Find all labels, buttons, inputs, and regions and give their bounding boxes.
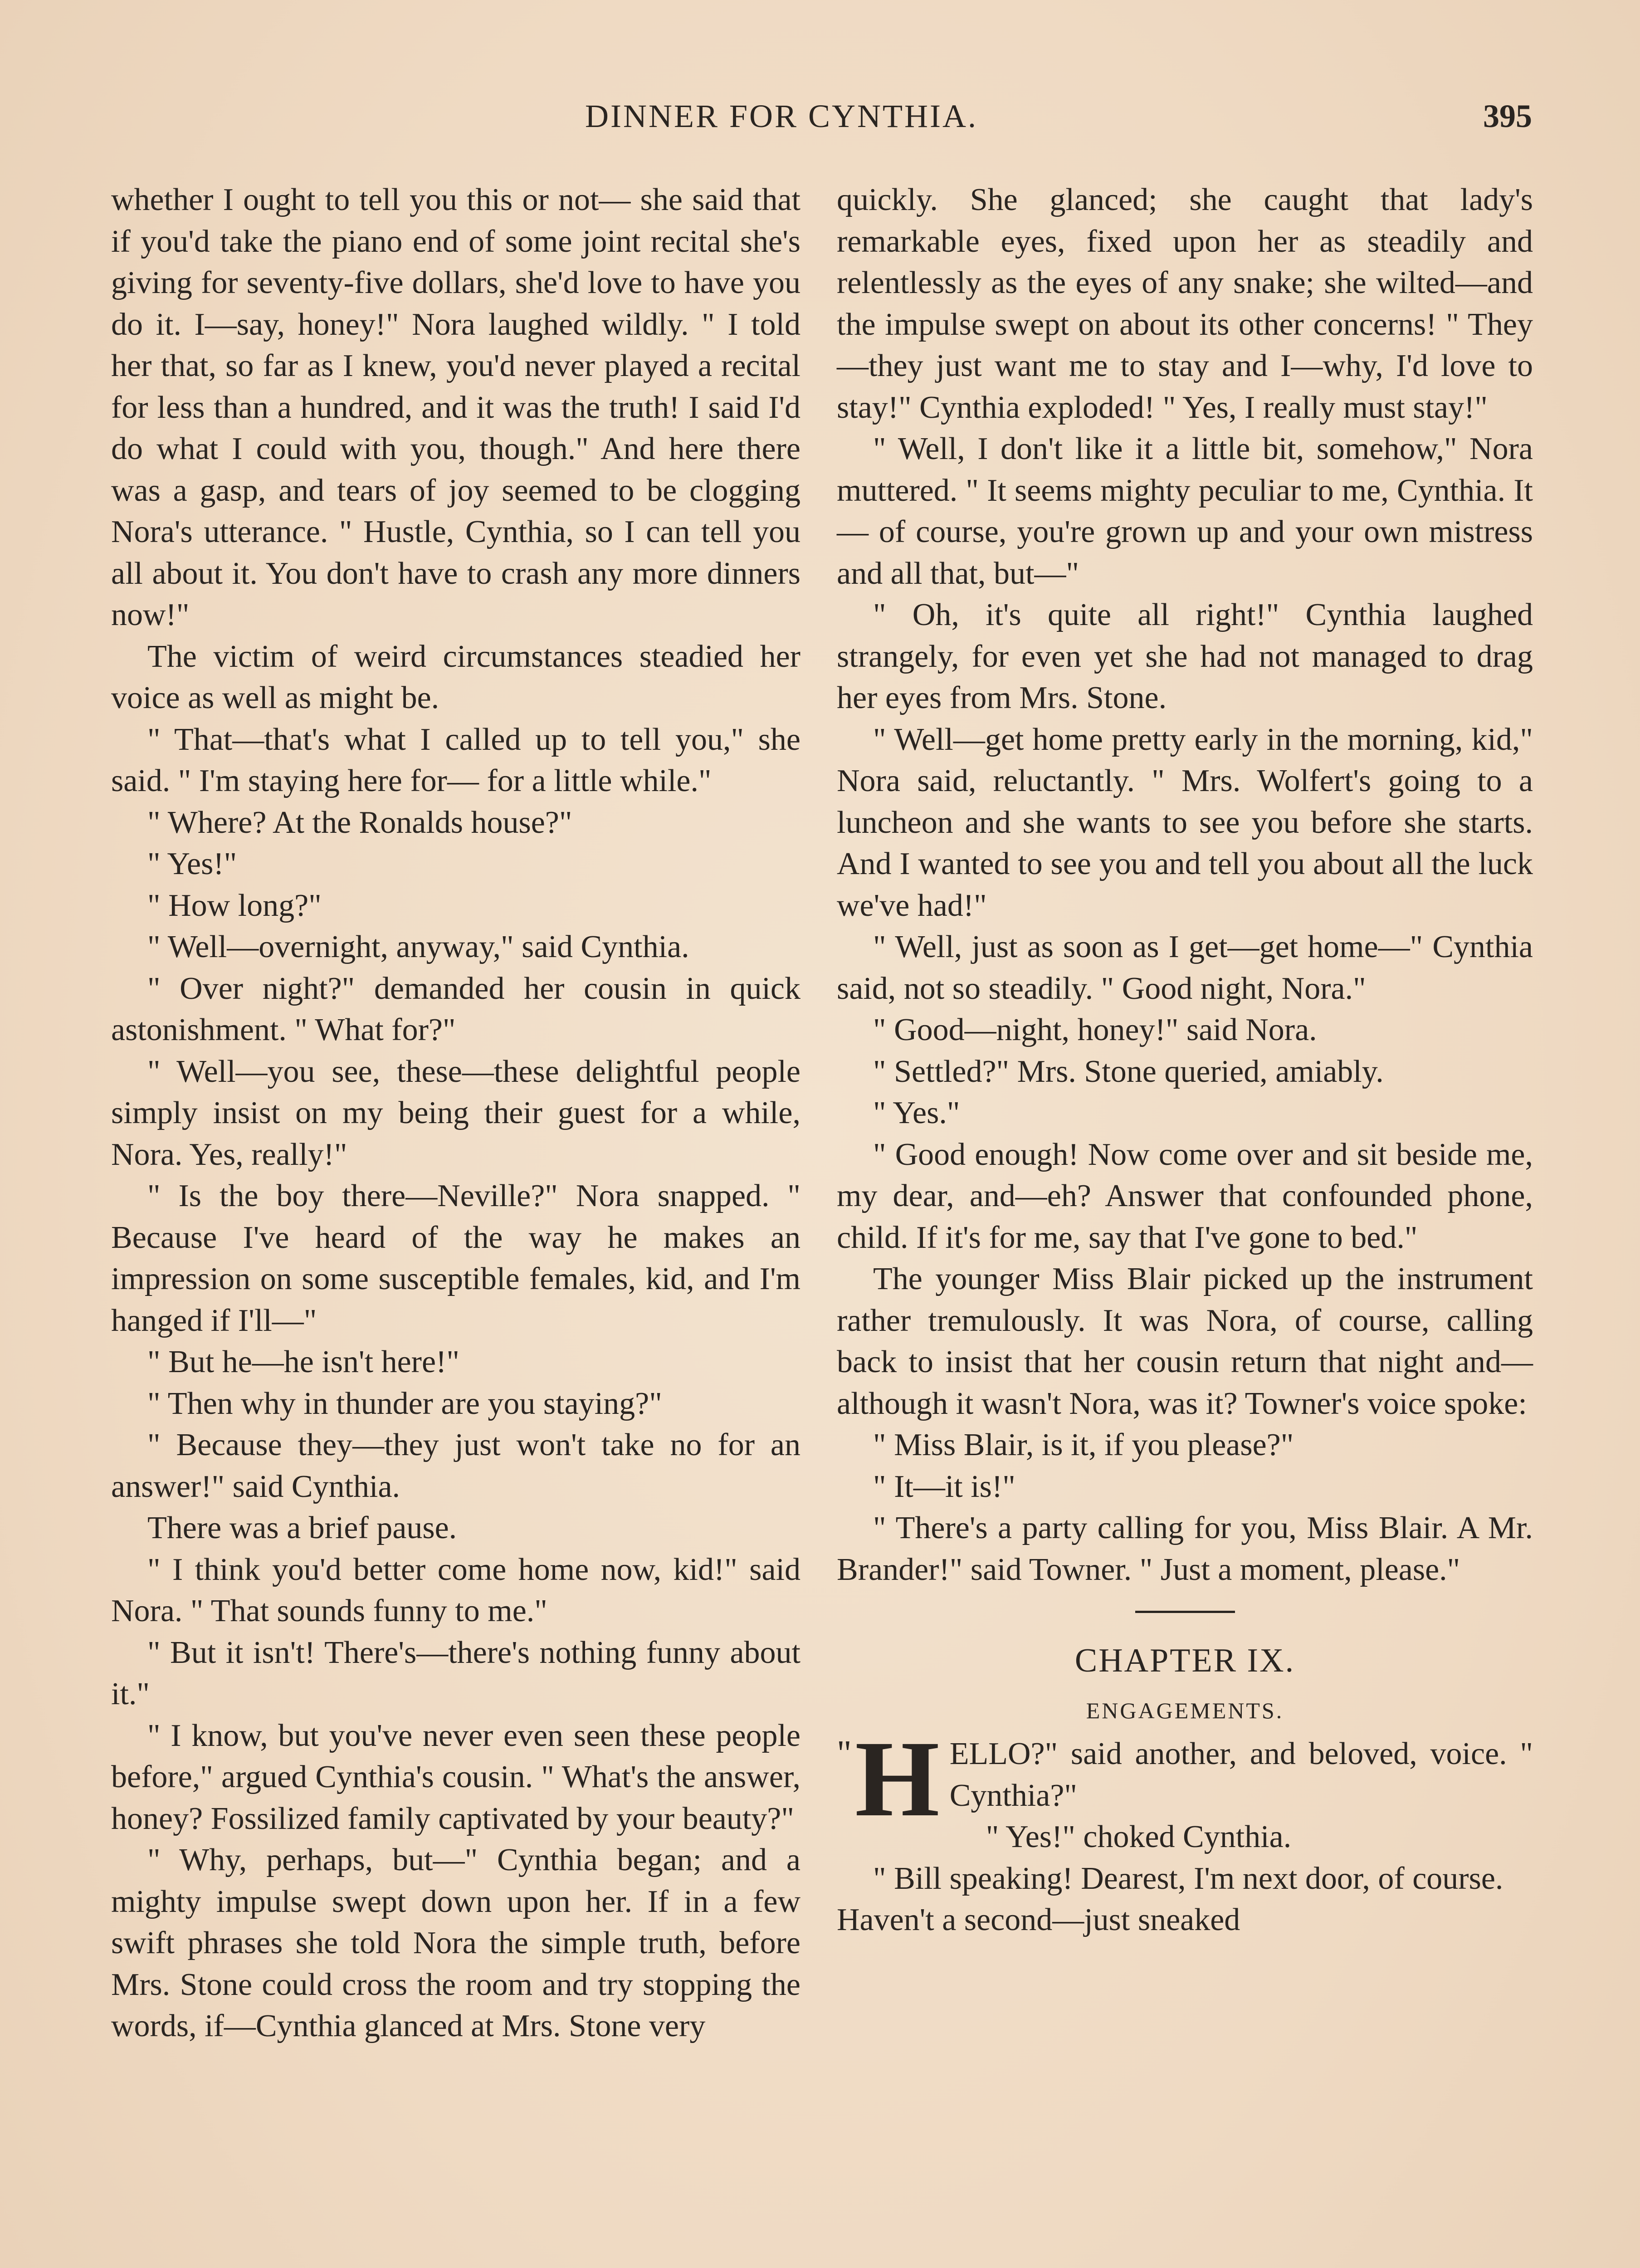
paragraph: " But it isn't! There's—there's nothing funny about it." bbox=[111, 1635, 800, 1711]
paragraph: There was a brief pause. bbox=[147, 1510, 457, 1545]
paragraph: ELLO?" said another, and beloved, voice. " Cynthia?" bbox=[949, 1736, 1533, 1813]
paragraph: " Yes!" bbox=[147, 846, 237, 881]
drop-cap-letter: H bbox=[855, 1718, 940, 1839]
paragraph: The younger Miss Blair picked up the instrument rather tremulously. It was Nora, of course, calling back to insist that her cousin return that night and—although it wasn't Nora, was it? Towner's voice spoke: bbox=[837, 1261, 1533, 1421]
page-number: 395 bbox=[1483, 98, 1532, 134]
running-title: DINNER FOR CYNTHIA. bbox=[585, 98, 978, 134]
paragraph: " Bill speaking! Dearest, I'm next door, of course. Haven't a second—just sneaked bbox=[837, 1861, 1503, 1937]
paragraph: " How long?" bbox=[147, 888, 322, 923]
paragraph: " I know, but you've never even seen these people before," argued Cynthia's cousin. " What's the answer, honey? Fossilized family captivated by your beauty?" bbox=[111, 1718, 800, 1836]
paragraph: " Oh, it's quite all right!" Cynthia laughed strangely, for even yet she had not managed to drag her eyes from Mrs. Stone. bbox=[837, 597, 1533, 715]
section-divider bbox=[1135, 1611, 1235, 1613]
paragraph: " It—it is!" bbox=[873, 1469, 1015, 1504]
paragraph: " That—that's what I called up to tell you," she said. " I'm staying here for— for a little while." bbox=[111, 722, 800, 798]
paragraph: " Over night?" demanded her cousin in quick astonishment. " What for?" bbox=[111, 971, 800, 1047]
paragraph: " Is the boy there—Neville?" Nora snapped. " Because I've heard of the way he makes an impression on some susceptible females, kid, and I'm hanged if I'll—" bbox=[111, 1178, 800, 1338]
paragraph: " Settled?" Mrs. Stone queried, amiably. bbox=[873, 1054, 1384, 1089]
paragraph: " Well, I don't like it a little bit, somehow," Nora muttered. " It seems mighty peculiar to me, Cynthia. It — of course, you're grown up and your own mistress and all that, but—" bbox=[837, 431, 1533, 591]
left-column bbox=[111, 179, 800, 2047]
paragraph: " Where? At the Ronalds house?" bbox=[147, 805, 572, 840]
chapter-subtitle: ENGAGEMENTS. bbox=[1086, 1698, 1284, 1723]
paragraph: whether I ought to tell you this or not— she said that if you'd take the piano end of some joint recital she's giving for seventy-five dollars, she'd love to have you do it. I—say, honey!" Nora laughed wildly. " I told her that, so far as I knew, you'd never played a recital for less than a hundred, and it was the truth! I said I'd do what I could with you, though." And here there was a gasp, and tears of joy seemed to be clogging Nora's utterance. " Hustle, Cynthia, so I can tell you all about it. You don't have to crash any more dinners now!" bbox=[111, 182, 800, 632]
paragraph: " There's a party calling for you, Miss Blair. A Mr. Brander!" said Towner. " Just a moment, please." bbox=[837, 1510, 1533, 1587]
paragraph: " Why, perhaps, but—" Cynthia began; and a mighty impulse swept down upon her. If in a few swift phrases she told Nora the simple truth, before Mrs. Stone could cross the room and try stopping the words, if—Cynthia glanced at Mrs. Stone very bbox=[111, 1843, 800, 2043]
paragraph: " Well—overnight, anyway," said Cynthia. bbox=[147, 929, 689, 964]
paragraph: " Well—you see, these—these delightful people simply insist on my being their guest for a while, Nora. Yes, really!" bbox=[111, 1054, 800, 1172]
paragraph: " Yes!" choked Cynthia. bbox=[986, 1819, 1292, 1854]
paragraph: " Miss Blair, is it, if you please?" bbox=[873, 1427, 1294, 1462]
paragraph: " Because they—they just won't take no for an answer!" said Cynthia. bbox=[111, 1427, 800, 1504]
paragraph: " But he—he isn't here!" bbox=[147, 1344, 459, 1379]
paragraph: The victim of weird circumstances steadied her voice as well as might be. bbox=[111, 639, 800, 715]
paragraph: " Well—get home pretty early in the morning, kid," Nora said, reluctantly. " Mrs. Wolfert's going to a luncheon and she wants to see you before she starts. And I wanted to see you and tell you about all the luck we've had!" bbox=[837, 722, 1533, 923]
paragraph: " Good—night, honey!" said Nora. bbox=[873, 1012, 1317, 1047]
paragraph: " Good enough! Now come over and sit beside me, my dear, and—eh? Answer that confounded phone, child. If it's for me, say that I've gone to bed." bbox=[837, 1137, 1533, 1255]
paragraph: quickly. She glanced; she caught that lady's remarkable eyes, fixed upon her as steadily and relentlessly as the eyes of any snake; she wilted—and the impulse swept on about its other concerns! " They—they just want me to stay and I—why, I'd love to stay!" Cynthia exploded! " Yes, I really must stay!" bbox=[837, 182, 1533, 425]
chapter-title: CHAPTER IX. bbox=[1074, 1642, 1295, 1679]
chapter-opening bbox=[837, 1718, 1533, 1941]
paragraph: " Yes." bbox=[873, 1095, 960, 1130]
dropcap-quote: " bbox=[837, 1734, 852, 1774]
paragraph: " Then why in thunder are you staying?" bbox=[147, 1386, 662, 1421]
right-column bbox=[837, 179, 1533, 1941]
paragraph: " I think you'd better come home now, kid!" said Nora. " That sounds funny to me." bbox=[111, 1552, 800, 1628]
paragraph: " Well, just as soon as I get—get home—" Cynthia said, not so steadily. " Good night, Nora." bbox=[837, 929, 1533, 1006]
